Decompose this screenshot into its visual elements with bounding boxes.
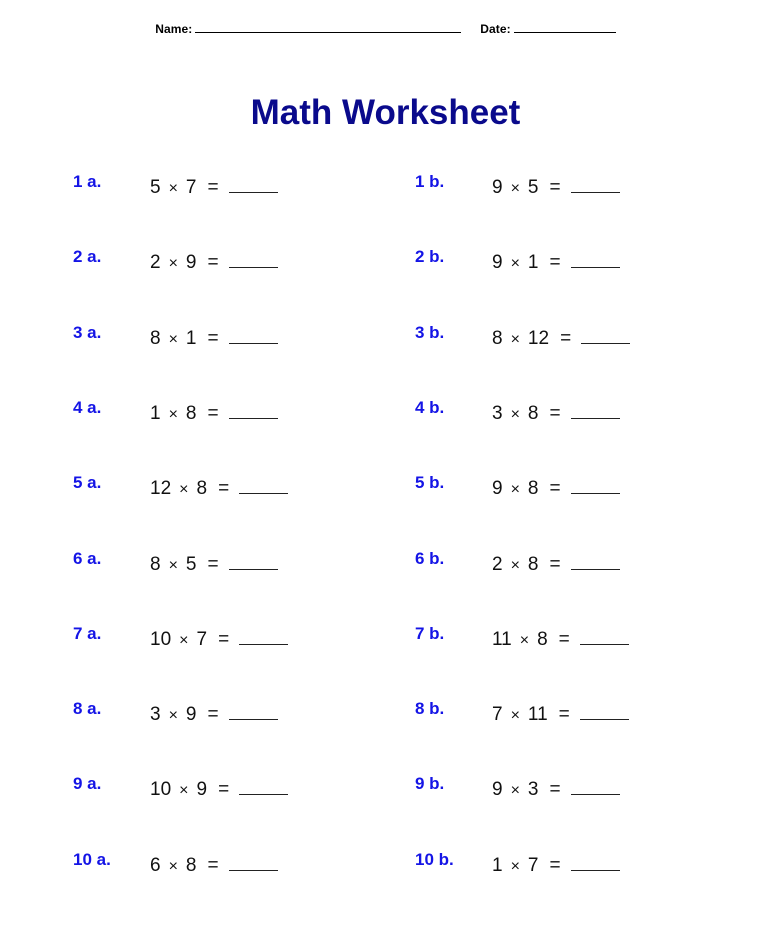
- multiply-symbol: ×: [510, 406, 520, 423]
- operand-b: 12: [527, 328, 550, 349]
- equals-symbol: =: [207, 328, 219, 349]
- answer-blank[interactable]: [571, 853, 620, 871]
- problem-expression: [492, 476, 620, 500]
- problem-expression: [150, 627, 288, 651]
- problem-expression: [492, 326, 630, 350]
- problem-label: 2 a.: [73, 247, 102, 266]
- operand-a: 9: [492, 177, 503, 198]
- operand-b: 8: [527, 403, 539, 424]
- equals-symbol: =: [558, 629, 570, 650]
- answer-blank[interactable]: [229, 552, 278, 570]
- operand-a: 3: [492, 403, 503, 424]
- problem-label: 1 b.: [415, 172, 445, 191]
- operand-b: 1: [527, 252, 539, 273]
- equals-symbol: =: [207, 704, 219, 725]
- answer-blank[interactable]: [571, 175, 620, 193]
- multiply-symbol: ×: [179, 481, 189, 498]
- operand-a: 3: [150, 704, 161, 725]
- operand-b: 7: [527, 855, 539, 876]
- answer-blank[interactable]: [239, 476, 288, 494]
- operand-a: 10: [150, 779, 172, 800]
- problem-label: 4 a.: [73, 398, 102, 417]
- multiply-symbol: ×: [510, 255, 520, 272]
- equals-symbol: =: [207, 554, 219, 575]
- operand-b: 5: [527, 177, 539, 198]
- equals-symbol: =: [549, 478, 561, 499]
- operand-a: 9: [492, 252, 503, 273]
- problem-expression: [150, 476, 288, 500]
- problem-expression: [492, 552, 620, 576]
- problem-expression: [150, 777, 288, 801]
- multiply-symbol: ×: [510, 331, 520, 348]
- problem-expression: [492, 702, 629, 726]
- equals-symbol: =: [560, 328, 572, 349]
- operand-b: 9: [185, 252, 197, 273]
- problem-expression: [150, 853, 278, 877]
- page-title: Math Worksheet: [250, 93, 521, 132]
- multiply-symbol: ×: [168, 406, 178, 423]
- problem-label: 4 b.: [415, 398, 445, 417]
- operand-b: 8: [527, 554, 539, 575]
- equals-symbol: =: [549, 855, 561, 876]
- multiply-symbol: ×: [168, 180, 178, 197]
- operand-a: 10: [150, 629, 172, 650]
- problem-label: 2 b.: [415, 247, 445, 266]
- operand-a: 2: [150, 252, 161, 273]
- operand-b: 8: [527, 478, 539, 499]
- operand-a: 9: [492, 478, 503, 499]
- problem-label: 10 a.: [73, 850, 111, 869]
- problem-label: 10 b.: [415, 850, 454, 869]
- multiply-symbol: ×: [519, 632, 530, 649]
- equals-symbol: =: [207, 403, 219, 424]
- operand-b: 1: [185, 328, 197, 349]
- operand-a: 8: [492, 328, 503, 349]
- operand-a: 12: [150, 478, 172, 499]
- answer-blank[interactable]: [239, 777, 288, 795]
- problem-expression: [150, 250, 278, 274]
- problem-label: 3 a.: [73, 323, 102, 342]
- answer-blank[interactable]: [229, 175, 278, 193]
- answer-blank[interactable]: [229, 401, 278, 419]
- multiply-symbol: ×: [168, 557, 178, 574]
- multiply-symbol: ×: [510, 707, 520, 724]
- answer-blank[interactable]: [229, 702, 278, 720]
- equals-symbol: =: [207, 177, 219, 198]
- problem-label: 8 a.: [73, 699, 102, 718]
- multiply-symbol: ×: [510, 858, 520, 875]
- operand-a: 7: [492, 704, 503, 725]
- problem-label: 7 a.: [73, 624, 102, 643]
- equals-symbol: =: [218, 629, 230, 650]
- operand-b: 7: [196, 629, 208, 650]
- operand-a: 1: [150, 403, 161, 424]
- problem-label: 6 a.: [73, 549, 102, 568]
- operand-a: 1: [492, 855, 503, 876]
- problem-expression: [492, 401, 620, 425]
- problem-expression: [492, 175, 620, 199]
- problem-expression: [150, 702, 278, 726]
- problem-expression: [150, 175, 278, 199]
- answer-blank[interactable]: [229, 853, 278, 871]
- operand-a: 8: [150, 554, 161, 575]
- problem-label: 9 b.: [415, 774, 445, 793]
- answer-blank[interactable]: [580, 702, 629, 720]
- multiply-symbol: ×: [510, 481, 520, 498]
- operand-a: 5: [150, 177, 161, 198]
- operand-b: 9: [185, 704, 197, 725]
- problem-expression: [150, 401, 278, 425]
- date-label: Date:: [480, 22, 511, 36]
- problem-expression: [150, 326, 278, 350]
- multiply-symbol: ×: [510, 180, 520, 197]
- operand-b: 8: [196, 478, 208, 499]
- equals-symbol: =: [207, 855, 219, 876]
- answer-blank[interactable]: [571, 250, 620, 268]
- equals-symbol: =: [549, 177, 561, 198]
- problem-label: 5 a.: [73, 473, 102, 492]
- answer-blank[interactable]: [571, 777, 620, 795]
- multiply-symbol: ×: [510, 782, 520, 799]
- problem-label: 3 b.: [415, 323, 445, 342]
- problem-label: 1 a.: [73, 172, 102, 191]
- problem-label: 8 b.: [415, 699, 445, 718]
- problem-label: 9 a.: [73, 774, 102, 793]
- answer-blank[interactable]: [239, 627, 288, 645]
- answer-blank[interactable]: [571, 552, 620, 570]
- operand-a: 11: [492, 629, 512, 650]
- equals-symbol: =: [549, 554, 561, 575]
- operand-a: 8: [150, 328, 161, 349]
- problem-expression: [150, 552, 278, 576]
- multiply-symbol: ×: [179, 782, 189, 799]
- equals-symbol: =: [549, 779, 561, 800]
- operand-b: 5: [185, 554, 197, 575]
- answer-blank[interactable]: [229, 326, 278, 344]
- equals-symbol: =: [549, 403, 561, 424]
- multiply-symbol: ×: [168, 707, 178, 724]
- operand-b: 8: [185, 855, 197, 876]
- answer-blank[interactable]: [581, 326, 630, 344]
- equals-symbol: =: [207, 252, 219, 273]
- operand-a: 6: [150, 855, 161, 876]
- problem-expression: [492, 777, 620, 801]
- answer-blank[interactable]: [580, 627, 629, 645]
- problem-expression: [492, 853, 620, 877]
- problem-label: 5 b.: [415, 473, 445, 492]
- problem-label: 6 b.: [415, 549, 445, 568]
- equals-symbol: =: [549, 252, 561, 273]
- problem-expression: [492, 250, 620, 274]
- operand-b: 7: [185, 177, 197, 198]
- operand-a: 9: [492, 779, 503, 800]
- answer-blank[interactable]: [571, 401, 620, 419]
- multiply-symbol: ×: [179, 632, 189, 649]
- operand-a: 2: [492, 554, 503, 575]
- operand-b: 9: [196, 779, 208, 800]
- operand-b: 8: [537, 629, 548, 650]
- multiply-symbol: ×: [168, 858, 178, 875]
- operand-b: 3: [527, 779, 539, 800]
- equals-symbol: =: [218, 779, 230, 800]
- multiply-symbol: ×: [168, 331, 178, 348]
- problem-expression: [492, 627, 629, 651]
- multiply-symbol: ×: [168, 255, 178, 272]
- operand-b: 8: [185, 403, 197, 424]
- multiply-symbol: ×: [510, 557, 520, 574]
- equals-symbol: =: [558, 704, 570, 725]
- answer-blank[interactable]: [571, 476, 620, 494]
- problem-label: 7 b.: [415, 624, 445, 643]
- equals-symbol: =: [218, 478, 230, 499]
- operand-b: 11: [527, 704, 548, 725]
- name-label: Name:: [155, 22, 193, 36]
- answer-blank[interactable]: [229, 250, 278, 268]
